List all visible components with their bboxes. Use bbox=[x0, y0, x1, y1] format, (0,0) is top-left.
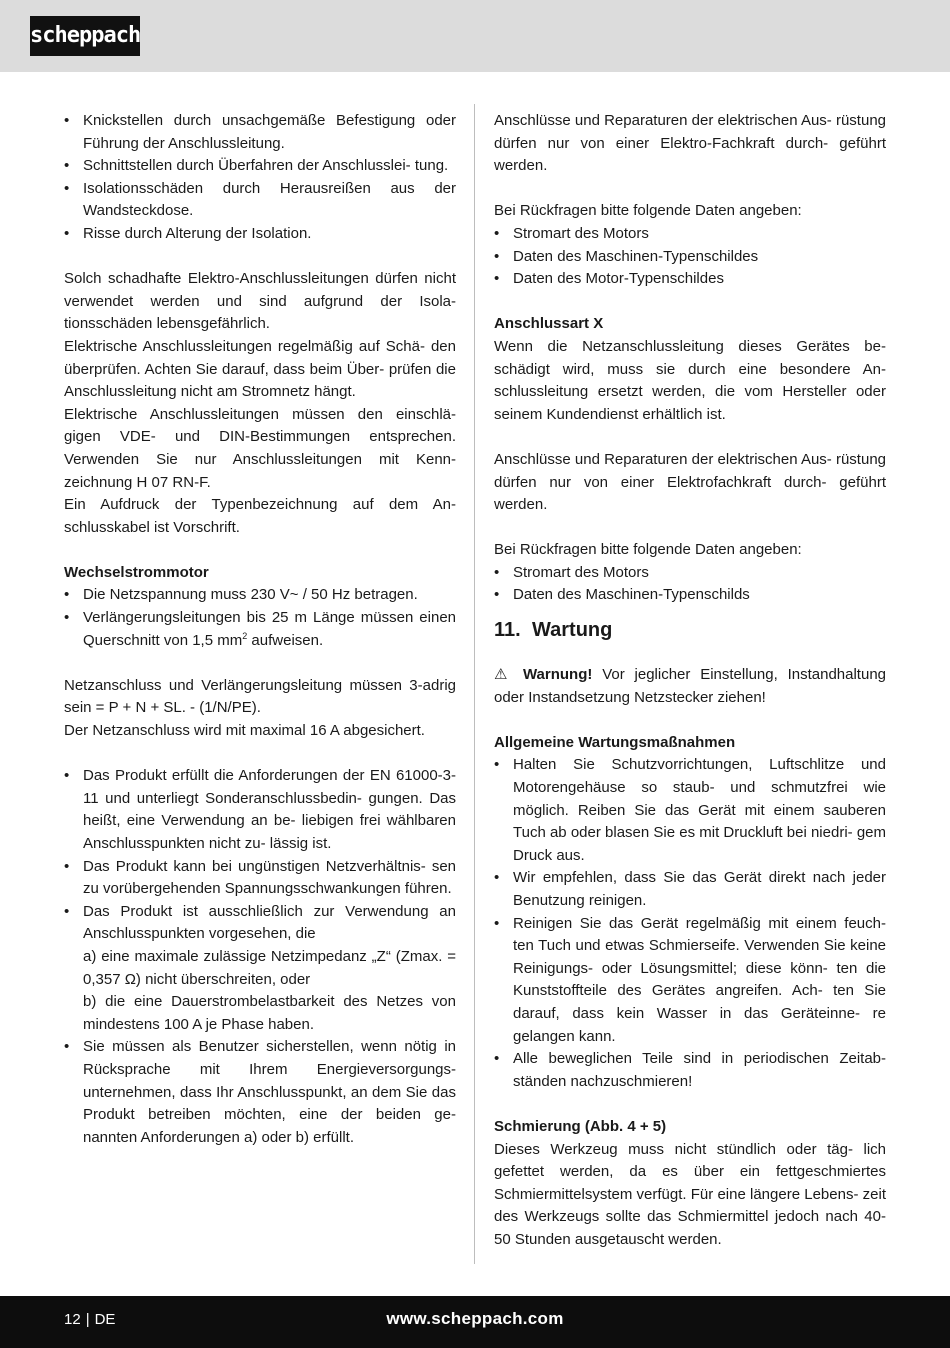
heading-wechselstrommotor: Wechselstrommotor bbox=[64, 563, 209, 581]
paragraph: Elektrische Anschlussleitungen regelmäßig auf Schä- den überprüfen. Achten Sie darauf, dass beim Über- prüfen die Anschlussleitung nicht am Stromnetz hängt. bbox=[64, 337, 456, 401]
list-item-text: Verlängerungsleitungen bis 25 m Länge müssen einen Querschnitt von 1,5 mm bbox=[83, 609, 456, 649]
damage-list bbox=[64, 110, 456, 246]
list-item bbox=[64, 607, 456, 652]
section-heading-wartung bbox=[494, 617, 886, 643]
website-url: www.scheppach.com bbox=[386, 1309, 564, 1328]
list-item: • Das Produkt kann bei ungünstigen Netzverhältnis- sen zu vorübergehenden Spannungsschwankungen führen. bbox=[64, 856, 456, 901]
maintenance-list bbox=[494, 754, 886, 1093]
warning-label: Warnung! bbox=[522, 666, 593, 684]
paragraph: Bei Rückfragen bitte folgende Daten angeben: bbox=[494, 541, 802, 559]
list-item: • Halten Sie Schutzvorrichtungen, Luftschlitze und Motorengehäuse so staub- und schmutzfrei wie möglich. Reiben Sie das Gerät mit einem sauberen Tuch ab oder blasen Sie es mit Druckluft bei niedri- gem Druck aus. bbox=[494, 754, 886, 867]
list-item: • Daten des Motor-Typenschildes bbox=[494, 268, 886, 291]
paragraph: Solch schadhafte Elektro-Anschlussleitungen dürfen nicht verwendet werden und sind aufgrund der Isola- tionsschäden lebensgefährlich. bbox=[64, 270, 456, 333]
list-item: • Risse durch Alterung der Isolation. bbox=[64, 223, 456, 246]
list-item: • Alle beweglichen Teile sind in periodischen Zeitab- ständen nachzuschmieren! bbox=[494, 1048, 886, 1093]
list-item: • Daten des Maschinen-Typenschilds bbox=[494, 584, 886, 607]
column-divider bbox=[474, 104, 475, 1264]
section-number: 11. bbox=[494, 619, 521, 642]
list-item: • Stromart des Motors bbox=[494, 562, 886, 585]
right-column bbox=[494, 110, 886, 1252]
page-number: 12 bbox=[64, 1311, 81, 1328]
warning-icon: ⚠ bbox=[494, 666, 514, 684]
paragraph: Anschlüsse und Reparaturen der elektrischen Aus- rüstung dürfen nur von einer Elektro-Fachkraft durch- geführt werden. bbox=[494, 112, 886, 175]
list-item-line: b) die eine Dauerstrombelastbarkeit des Netzes von mindestens 100 A je Phase haben. bbox=[83, 993, 456, 1033]
paragraph: Ein Aufdruck der Typenbezeichnung auf dem An- schlusskabel ist Vorschrift. bbox=[64, 496, 456, 536]
data-list bbox=[494, 562, 886, 607]
list-item: • Isolationsschäden durch Herausreißen aus der Wandsteckdose. bbox=[64, 178, 456, 223]
warning-paragraph bbox=[494, 664, 886, 709]
data-list bbox=[494, 223, 886, 291]
list-item: • Daten des Maschinen-Typenschildes bbox=[494, 246, 886, 269]
separator: | bbox=[85, 1311, 90, 1328]
list-item-text: aufweisen. bbox=[247, 631, 324, 649]
list-item-line: a) eine maximale zulässige Netzimpedanz „Z“ (Zmax. = 0,357 Ω) nicht überschreiten, oder bbox=[83, 947, 456, 988]
product-list bbox=[64, 765, 456, 1149]
left-column bbox=[64, 110, 456, 1149]
list-item: • Knickstellen durch unsachgemäße Befestigung oder Führung der Anschlussleitung. bbox=[64, 110, 456, 155]
paragraph: Bei Rückfragen bitte folgende Daten angeben: bbox=[494, 202, 802, 220]
list-item: • Stromart des Motors bbox=[494, 223, 886, 246]
section-title: Wartung bbox=[532, 619, 613, 642]
motor-list bbox=[64, 584, 456, 652]
paragraph: Netzanschluss und Verlängerungsleitung müssen 3-adrig sein = P + N + SL. - (1/N/PE). bbox=[64, 676, 456, 717]
language-code: DE bbox=[94, 1311, 116, 1328]
superscript: 2 bbox=[242, 630, 248, 641]
warning-text: Vor jeglicher Einstellung, Instandhaltung oder Instandsetzung Netzstecker ziehen! bbox=[494, 666, 887, 706]
list-item: • Schnittstellen durch Überfahren der Anschlusslei- tung. bbox=[64, 155, 456, 178]
heading-schmierung: Schmierung (Abb. 4 + 5) bbox=[494, 1117, 667, 1135]
paragraph: Wenn die Netzanschlussleitung dieses Gerätes be- schädigt wird, muss sie durch eine besondere An- schlussleitung ersetzt werden, die vom Hersteller oder seinem Kundendienst erhältlich ist. bbox=[494, 337, 886, 423]
list-item-line: • Das Produkt ist ausschließlich zur Verwendung an Anschlusspunkten vorgesehen, die bbox=[83, 902, 456, 943]
list-item bbox=[64, 901, 456, 1037]
scheppach-logo: scheppach bbox=[30, 16, 140, 56]
paragraph: Der Netzanschluss wird mit maximal 16 A abgesichert. bbox=[64, 722, 425, 740]
heading-allgemeine-wartung: Allgemeine Wartungsmaßnahmen bbox=[494, 733, 736, 751]
paragraph: Elektrische Anschlussleitungen müssen den einschlä- gigen VDE- und DIN-Bestimmungen entsprechen. Verwenden Sie nur Anschlussleitungen mit Kenn- zeichnung H 07 RN-F. bbox=[64, 405, 456, 491]
paragraph: Anschlüsse und Reparaturen der elektrischen Aus- rüstung dürfen nur von einer Elektrofachkraft durch- geführt werden. bbox=[494, 450, 886, 514]
list-item: • Reinigen Sie das Gerät regelmäßig mit einem feuch- ten Tuch und etwas Schmierseife. Verwenden Sie keine Reinigungs- oder Lösungsmittel; diese könn- ten die Kunststoffteile des Gerätes angreifen. Ach- ten Sie darauf, dass kein Wasser in das Geräteinne- re gelangen kann. bbox=[494, 913, 886, 1049]
page-footer bbox=[0, 1296, 950, 1348]
list-item: • Das Produkt erfüllt die Anforderungen der EN 61000-3-11 und unterliegt Sonderanschlussbedin- gungen. Das heißt, eine Verwendung an be- liebigen frei wählbaren Anschlusspunkten nicht zu- lässig ist. bbox=[64, 765, 456, 855]
list-item: • Die Netzspannung muss 230 V~ / 50 Hz betragen. bbox=[64, 584, 456, 607]
page-header bbox=[0, 0, 950, 72]
heading-anschlussart-x: Anschlussart X bbox=[494, 315, 604, 333]
list-item: • Wir empfehlen, dass Sie das Gerät direkt nach jeder Benutzung reinigen. bbox=[494, 867, 886, 912]
paragraph: Dieses Werkzeug muss nicht stündlich oder täg- lich gefettet werden, da es über ein fettgeschmiertes Schmiermittelsystem verfügt. Für eine längere Lebens- zeit des Werkzeugs sollte das Schmiermittel jedoch nach 40-50 Stunden ausgetauscht werden. bbox=[494, 1140, 886, 1248]
list-item: • Sie müssen als Benutzer sicherstellen, wenn nötig in Rücksprache mit Ihrem Energieversorgungs- unternehmen, dass Ihr Anschlusspunkt, an dem Sie das Produkt betreiben möchten, eine der beiden ge- nannten Anforderungen a) oder b) erfüllt. bbox=[64, 1036, 456, 1149]
